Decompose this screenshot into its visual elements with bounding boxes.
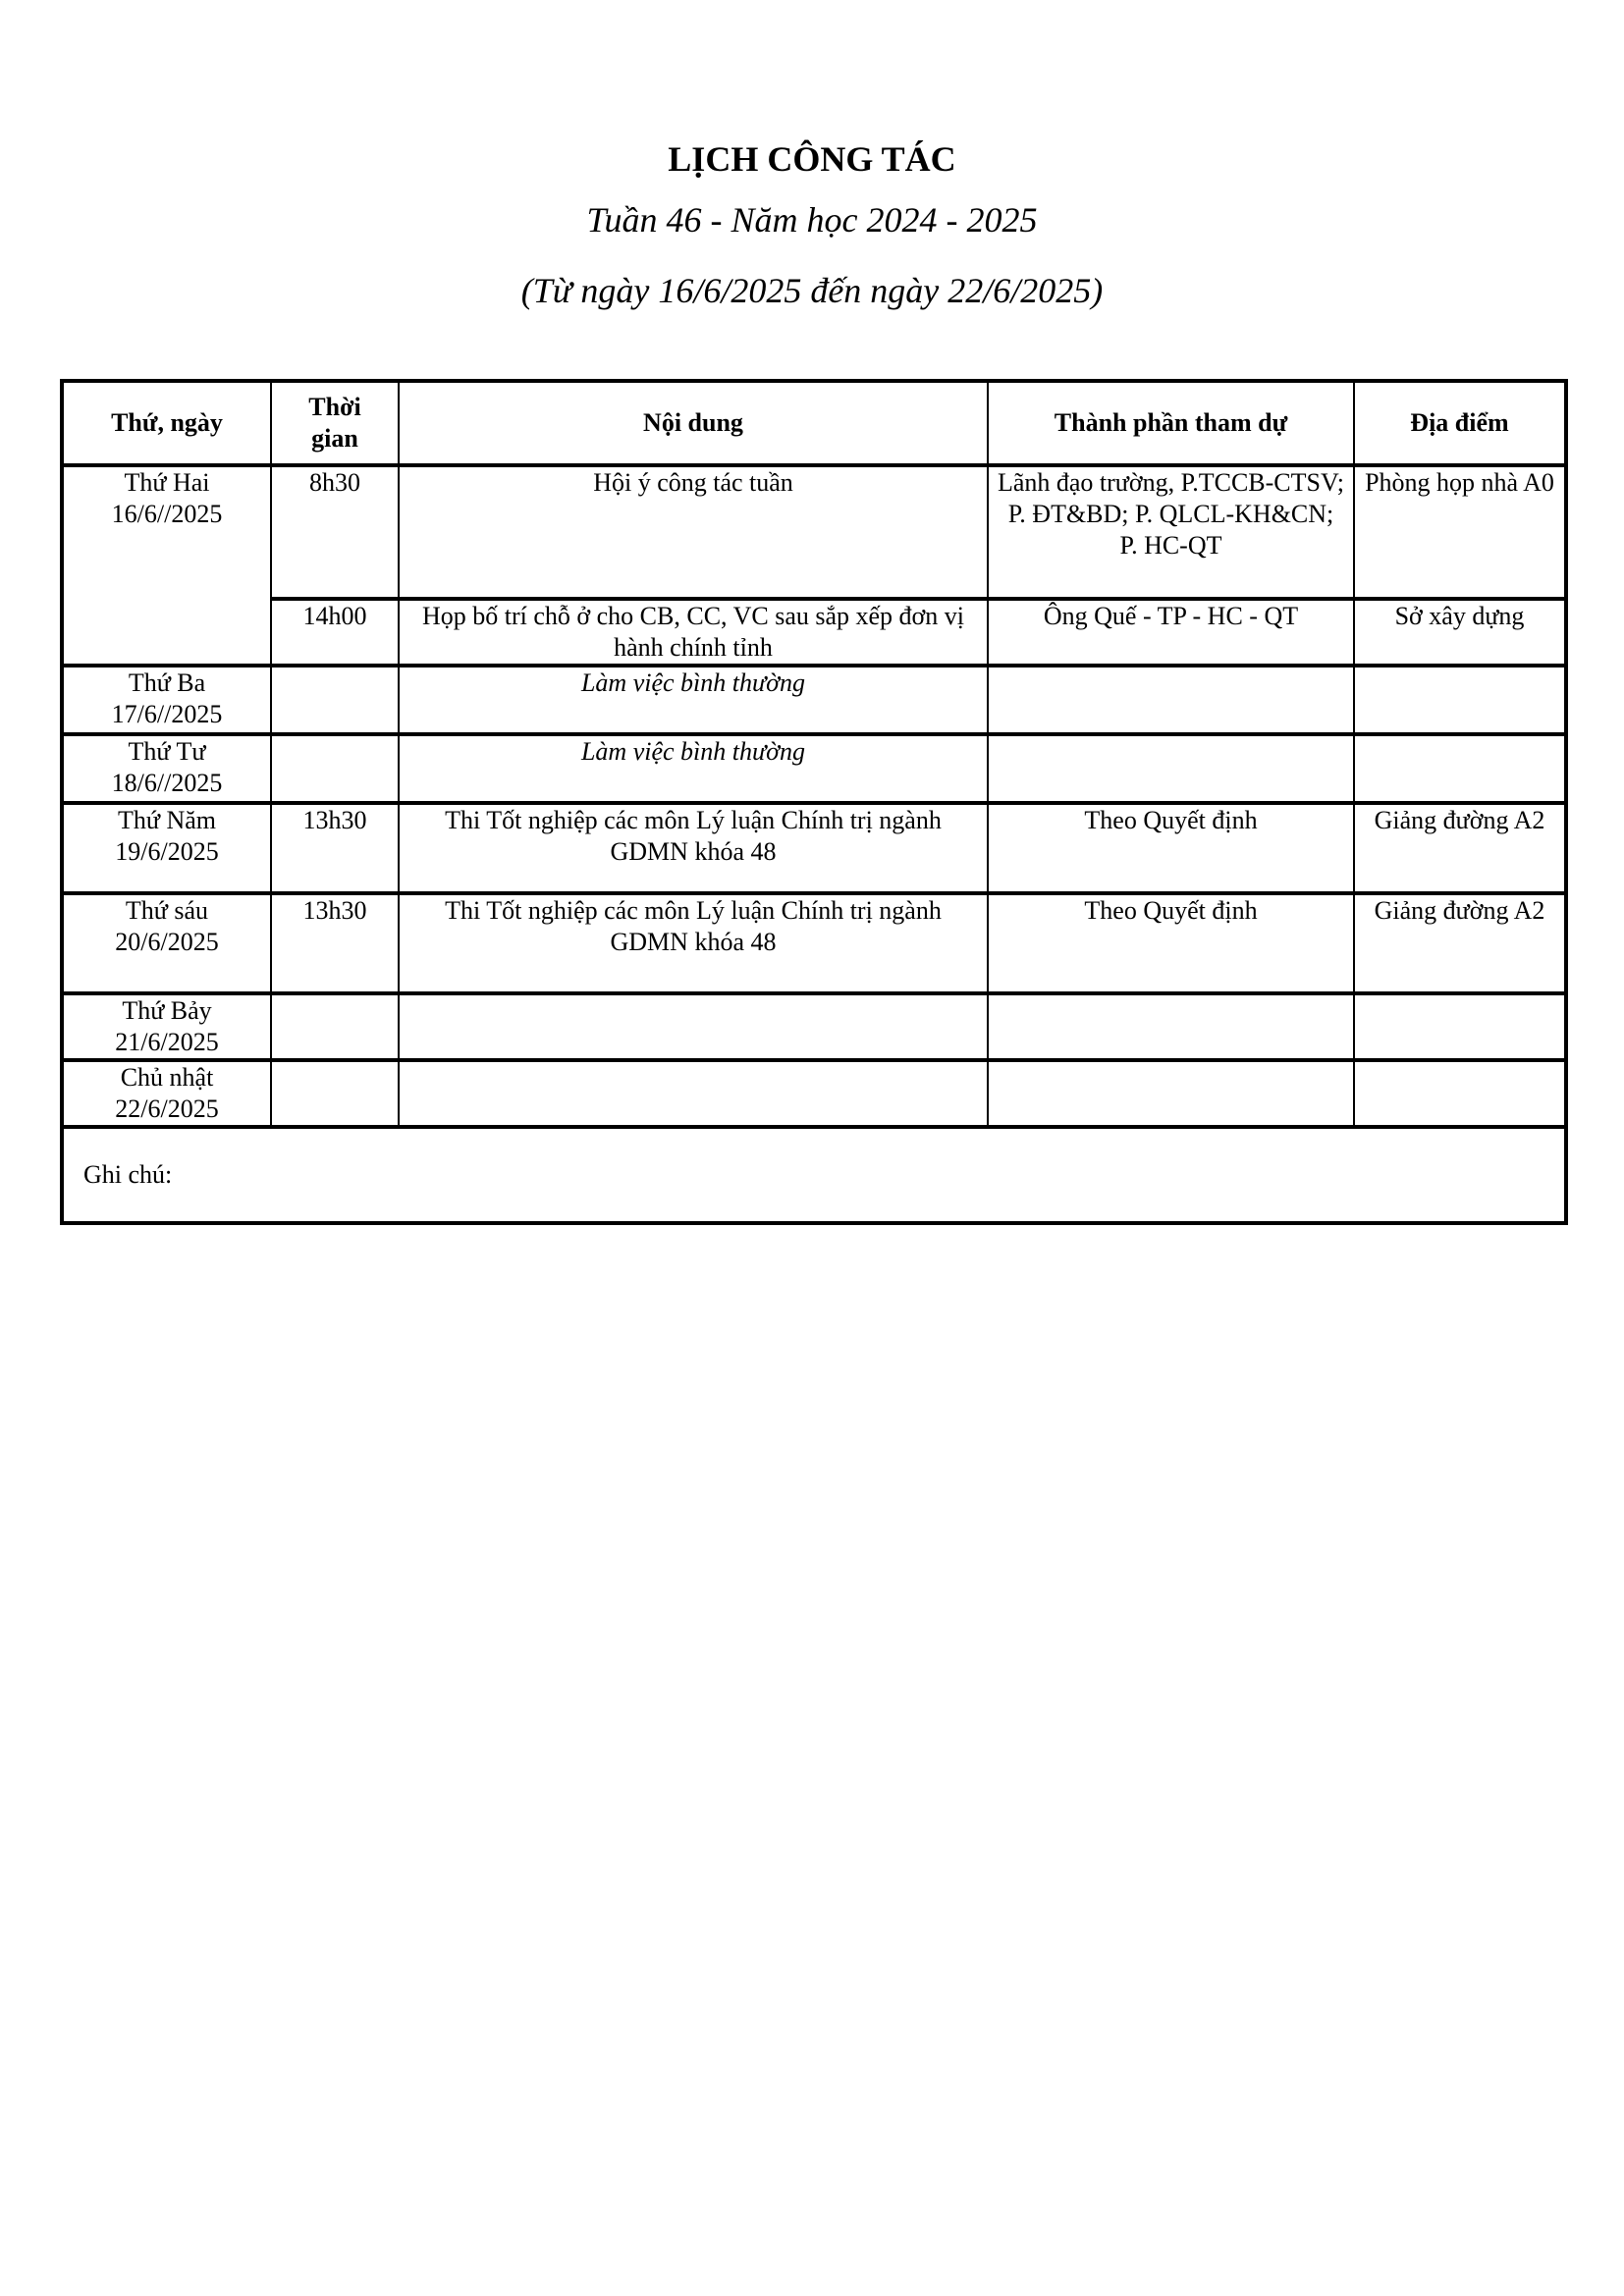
note-cell: Ghi chú: [62,1127,1566,1223]
day-date: 21/6/2025 [115,1028,219,1056]
content-cell: Làm việc bình thường [399,666,988,734]
day-name: Thứ Năm [117,806,216,834]
table-row [62,666,1566,734]
day-name: Thứ Hai [124,468,210,497]
participants-cell: Theo Quyết định [988,893,1354,993]
day-name: Thứ Ba [128,668,206,697]
time-cell: 14h00 [271,599,399,666]
note-row [62,1127,1566,1223]
column-header-time-label: Thời gian [308,393,361,453]
location-cell: Giảng đường A2 [1354,803,1566,893]
day-name: Chủ nhật [120,1063,214,1092]
table-row [62,893,1566,993]
location-cell: Sở xây dựng [1354,599,1566,666]
document-title: LỊCH CÔNG TÁC [668,139,956,179]
content-cell: Thi Tốt nghiệp các môn Lý luận Chính trị ngành GDMN khóa 48 [399,803,988,893]
table-header-row [62,381,1566,465]
content-cell: Làm việc bình thường [399,734,988,803]
table-row [62,803,1566,893]
content-cell: Họp bố trí chỗ ở cho CB, CC, VC sau sắp xếp đơn vị hành chính tỉnh [399,599,988,666]
day-name: Thứ sáu [125,896,209,925]
day-date: 22/6/2025 [115,1095,219,1123]
day-cell [62,666,271,734]
content-cell [399,993,988,1060]
column-header-content: Nội dung [399,381,988,465]
participants-cell [988,993,1354,1060]
time-cell [271,1060,399,1127]
participants-cell [988,1060,1354,1127]
location-cell [1354,1060,1566,1127]
participants-cell [988,666,1354,734]
participants-cell: Ông Quế - TP - HC - QT [988,599,1354,666]
location-cell [1354,666,1566,734]
location-cell: Giảng đường A2 [1354,893,1566,993]
column-header-participants: Thành phần tham dự [988,381,1354,465]
time-cell: 8h30 [271,465,399,599]
day-cell [62,1060,271,1127]
day-cell [62,893,271,993]
content-cell [399,1060,988,1127]
day-date: 16/6//2025 [111,500,223,528]
time-cell: 13h30 [271,803,399,893]
day-date: 17/6//2025 [111,700,223,728]
time-cell [271,993,399,1060]
table-row [62,599,1566,666]
location-cell [1354,734,1566,803]
day-cell [62,993,271,1060]
day-date: 18/6//2025 [111,769,223,797]
column-header-day: Thứ, ngày [62,381,271,465]
time-cell [271,666,399,734]
content-cell: Thi Tốt nghiệp các môn Lý luận Chính trị ngành GDMN khóa 48 [399,893,988,993]
participants-cell: Lãnh đạo trường, P.TCCB-CTSV; P. ĐT&BD; P. QLCL-KH&CN; P. HC-QT [988,465,1354,599]
document-subtitle: Tuần 46 - Năm học 2024 - 2025 [586,200,1038,240]
column-header-location: Địa điểm [1354,381,1566,465]
table-row [62,465,1566,599]
day-cell [62,803,271,893]
table-row [62,734,1566,803]
location-cell [1354,993,1566,1060]
participants-cell: Theo Quyết định [988,803,1354,893]
location-cell: Phòng họp nhà A0 [1354,465,1566,599]
table-row [62,1060,1566,1127]
day-date: 20/6/2025 [115,928,219,956]
day-name: Thứ Tư [128,737,206,766]
time-cell [271,734,399,803]
date-range: (Từ ngày 16/6/2025 đến ngày 22/6/2025) [520,271,1104,310]
participants-cell [988,734,1354,803]
day-cell [62,465,271,666]
schedule-table [60,379,1568,1225]
time-cell: 13h30 [271,893,399,993]
column-header-time [271,381,399,465]
day-cell [62,734,271,803]
day-date: 19/6/2025 [115,837,219,866]
day-name: Thứ Bảy [122,996,212,1025]
content-cell: Hội ý công tác tuần [399,465,988,599]
table-row [62,993,1566,1060]
